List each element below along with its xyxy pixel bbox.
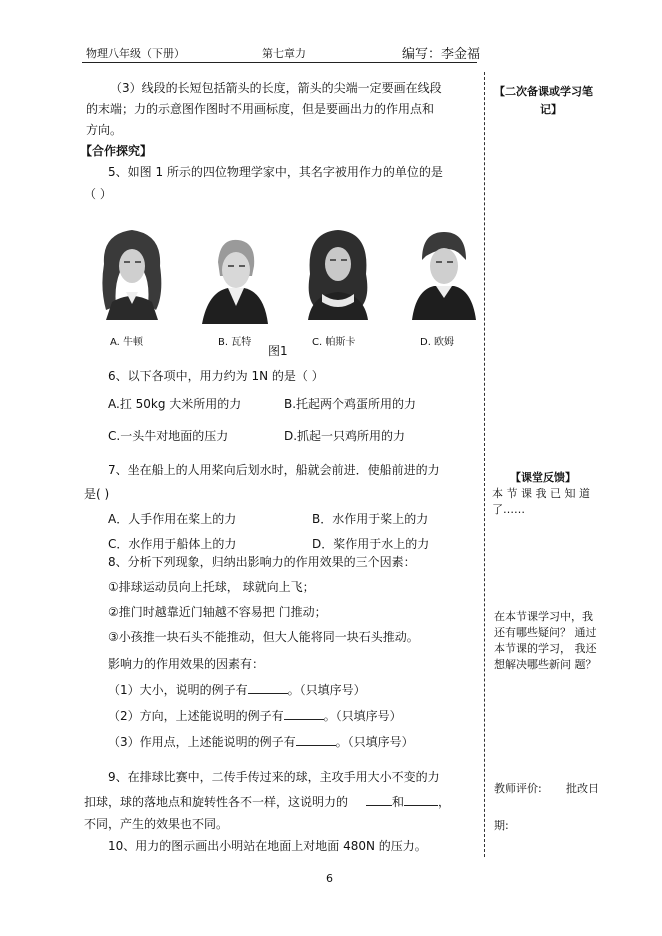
feedback-line-2: 了…… — [492, 503, 525, 516]
pascal-portrait-icon — [302, 224, 374, 320]
q8-f1-prefix: （1）大小，说明的例子有 — [108, 683, 248, 697]
q9-line2-mid: 和 — [392, 795, 405, 809]
teacher-eval-label: 教师评价: — [494, 782, 542, 795]
q6-option-c: C.一头牛对地面的压力 — [108, 429, 229, 443]
q9-line-1: 9、在排球比赛中，二传手传过来的球，主攻手用大小不变的力 — [108, 770, 440, 784]
author-label: 编写：李金福 — [402, 47, 481, 62]
q7-option-b: B．水作用于桨上的力 — [312, 512, 429, 526]
doubts-line-3: 本节课的学习， 我还 — [494, 642, 597, 655]
notes-title-1: 【二次备课或学习笔 — [494, 85, 593, 98]
q7-line-1: 7、坐在船上的人用桨向后划水时，船就会前进．使船前进的力 — [108, 463, 440, 477]
header-rule — [82, 62, 477, 63]
section-title: 【合作探究】 — [80, 144, 153, 158]
chapter-title: 第七章力 — [262, 47, 306, 60]
q7-line-2: 是( ) — [84, 487, 110, 501]
watt-portrait-icon — [198, 232, 270, 324]
caption-ohm: D. 欧姆 — [420, 337, 455, 348]
q8-f3-suffix: 。（只填序号） — [335, 735, 414, 749]
q6-option-a: A.扛 50kg 大米所用的力 — [108, 397, 242, 411]
caption-watt: B. 瓦特 — [218, 337, 252, 348]
doubts-line-1: 在本节课学习中，我 — [494, 610, 593, 623]
q8-f1-suffix: 。（只填序号） — [287, 683, 366, 697]
q8-factor-3 — [108, 734, 414, 750]
intro-line-1: （3）线段的长短包括箭头的长度，箭头的尖端一定要画在线段 — [110, 81, 442, 95]
q9-line-2 — [84, 794, 450, 810]
ohm-portrait-icon — [410, 226, 478, 320]
q8-factor-1 — [108, 682, 366, 698]
q8-item-2: ②推门时越靠近门轴越不容易把 门推动； — [108, 605, 327, 619]
column-divider — [484, 72, 485, 857]
q8-f2-suffix: 。（只填序号） — [323, 709, 402, 723]
q9-blank-2[interactable] — [404, 794, 438, 806]
page-number: 6 — [326, 872, 333, 885]
notes-title-2: 记】 — [540, 103, 562, 116]
q6-option-d: D.抓起一只鸡所用的力 — [284, 429, 406, 443]
q8-f2-prefix: （2）方向，上述能说明的例子有 — [108, 709, 284, 723]
grade-date-label: 批改日 — [566, 782, 599, 795]
intro-line-3: 方向。 — [86, 123, 123, 137]
q9-blank-1[interactable] — [366, 794, 392, 806]
q10-text: 10、用力的图示画出小明站在地面上对地面 480N 的压力。 — [108, 839, 427, 853]
q6-stem: 6、以下各项中，用力约为 1N 的是（ ） — [108, 369, 324, 383]
q9-line-3: 不同，产生的效果也不同。 — [84, 817, 229, 831]
date-label: 期: — [494, 819, 509, 832]
q5-line-1: 5、如图 1 所示的四位物理学家中，其名字被用作力的单位的是 — [108, 165, 443, 179]
doubts-line-2: 还有哪些疑问？ 通过 — [494, 626, 597, 639]
doubts-line-4: 想解决哪些新问 题？ — [494, 658, 597, 671]
q8-f1-blank[interactable] — [248, 682, 288, 694]
q7-option-d: D．桨作用于水上的力 — [312, 537, 430, 551]
q8-item-3: ③小孩推一块石头不能推动，但大人能将同一块石头推动。 — [108, 630, 419, 644]
feedback-title: 【课堂反馈】 — [510, 471, 576, 484]
newton-portrait-icon — [98, 224, 166, 320]
q8-item-1: ①排球运动员向上托球， 球就向上飞； — [108, 580, 315, 594]
q8-factor-2 — [108, 708, 402, 724]
intro-line-2: 的末端；力的示意图作图时不用画标度，但是要画出力的作用点和 — [86, 102, 435, 116]
q9-line2-prefix: 扣球，球的落地点和旋转性各不一样，这说明力的 — [84, 795, 349, 809]
caption-pascal: C. 帕斯卡 — [312, 337, 356, 348]
q8-f2-blank[interactable] — [284, 708, 324, 720]
caption-newton: A. 牛顿 — [110, 337, 144, 348]
q7-option-c: C．水作用于船体上的力 — [108, 537, 237, 551]
feedback-line-1: 本 节 课 我 已 知 道 — [492, 487, 590, 500]
q6-option-b: B.托起两个鸡蛋所用的力 — [284, 397, 417, 411]
q8-factors: 影响力的作用效果的因素有： — [108, 657, 265, 671]
q5-line-2: （ ） — [84, 187, 112, 201]
course-title: 物理八年级（下册） — [86, 47, 185, 60]
q8-stem: 8、分析下列现象，归纳出影响力的作用效果的三个因素： — [108, 555, 416, 569]
q8-f3-prefix: （3）作用点，上述能说明的例子有 — [108, 735, 296, 749]
q7-option-a: A．人手作用在桨上的力 — [108, 512, 237, 526]
figure-label: 图1 — [268, 344, 288, 358]
q8-f3-blank[interactable] — [296, 734, 336, 746]
q9-line2-suffix: ， — [438, 795, 451, 809]
